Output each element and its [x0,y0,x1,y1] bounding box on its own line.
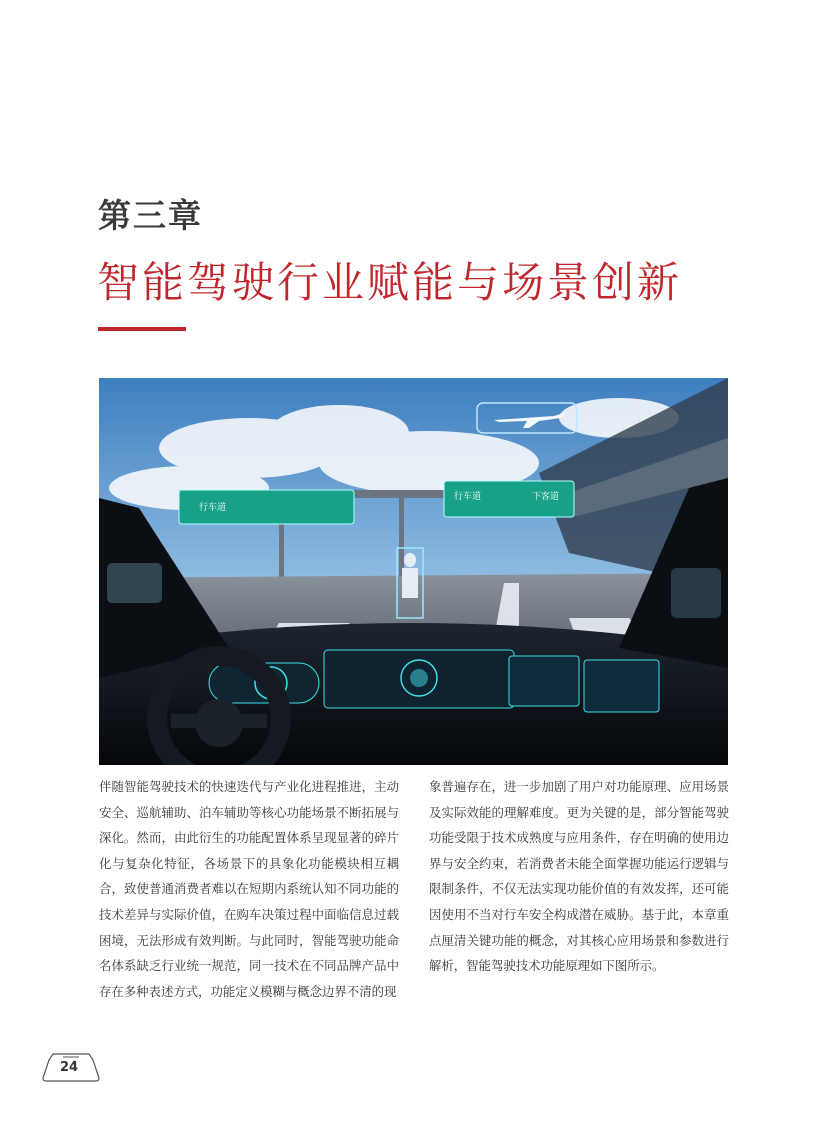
sign-label: 行车道 [199,503,227,513]
body-text-right: 象普遍存在，进一步加剧了用户对功能原理、应用场景及实际效能的理解难度。更为关键的是，部分智能驾驶功能受限于技术成熟度与应用条件，存在明确的使用边界与安全约束，若消费者未能全面掌握功能运行逻辑与限制条件，不仅无法实现功能价值的有效发挥，还可能因使用不当对行车安全构成潜在威胁。基于此，本章重点厘清关键功能的概念，对其核心应用场景和参数进行解析，智能驾驶技术功能原理如下图所示。 [429,779,729,974]
hero-image [99,378,728,765]
sign-label: 下客道 [532,492,560,502]
page-number: 24 [59,1060,79,1075]
chapter-label: 第三章 [98,196,203,235]
sign-label: 行车道 [454,492,482,502]
title-rule [98,327,186,331]
body-text-left: 伴随智能驾驶技术的快速迭代与产业化进程推进，主动安全、巡航辅助、泊车辅助等核心功能场景不断拓展与深化。然而，由此衍生的功能配置体系呈现显著的碎片化与复杂化特征，各场景下的具象化功能模块相互耦合，致使普通消费者难以在短期内系统认知不同功能的技术差异与实际价值，在购车决策过程中面临信息过载困境，无法形成有效判断。与此同时，智能驾驶功能命名体系缺乏行业统一规范，同一技术在不同品牌产品中存在多种表述方式，功能定义模糊与概念边界不清的现 [99,779,399,999]
smart-cockpit-illustration [99,378,728,765]
chapter-title: 智能驾驶行业赋能与场景创新 [97,258,683,307]
